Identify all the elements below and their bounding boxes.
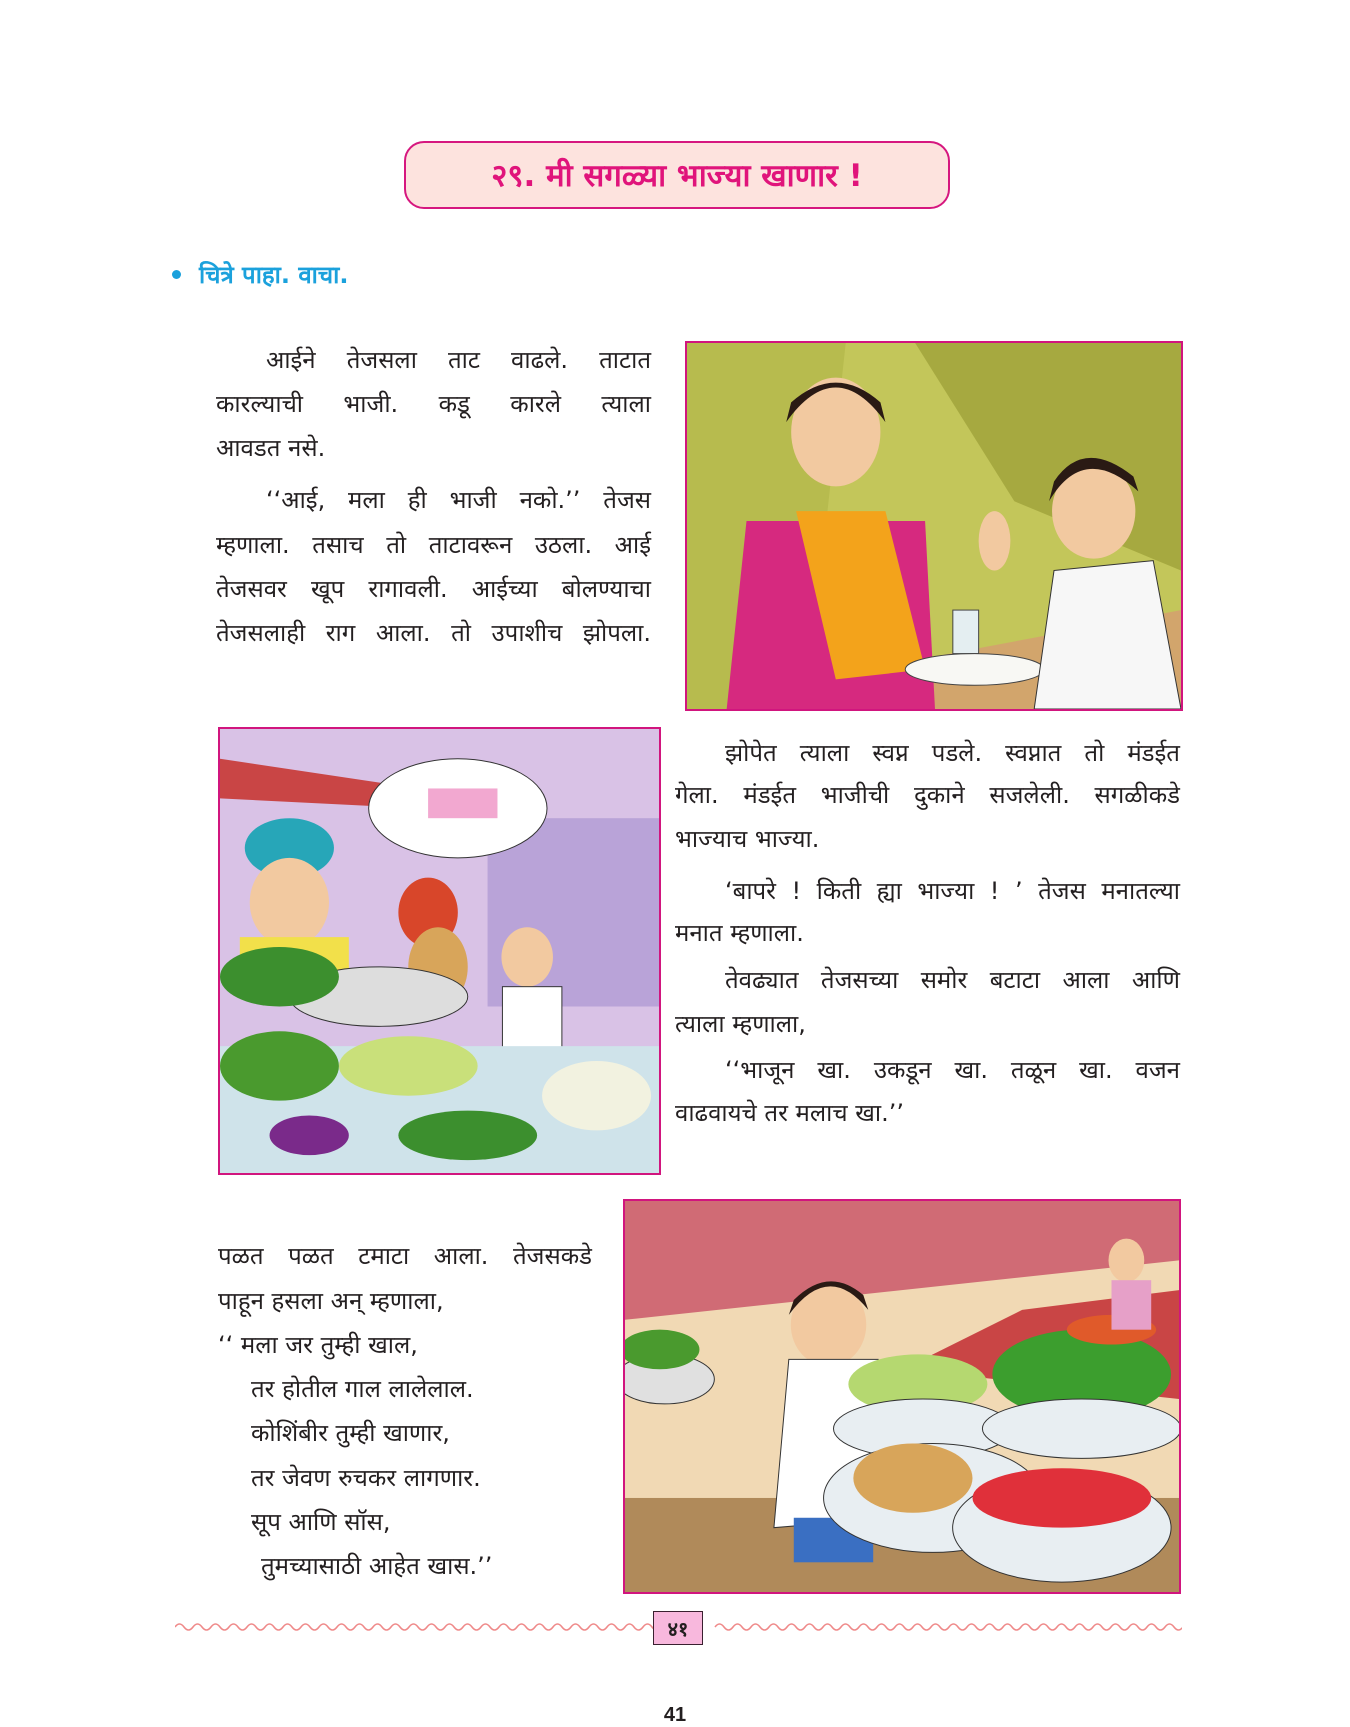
instruction xyxy=(172,258,348,291)
text-line: कोशिंबीर तुम्ही खाणार, xyxy=(251,1419,450,1447)
text-line: तेजसलाही राग आला. तो उपाशीच झोपला. xyxy=(216,619,651,647)
text-line: म्हणाला. तसाच तो ताटावरून उठला. आई xyxy=(216,531,651,559)
text-line: आवडत नसे. xyxy=(216,434,326,462)
illustration-mother-and-tejas xyxy=(685,341,1183,711)
text-line: तर जेवण रुचकर लागणार. xyxy=(251,1464,481,1492)
bullet-icon xyxy=(172,270,181,279)
text-line: तेवढ्यात तेजसच्या समोर बटाटा आला आणि xyxy=(725,966,1180,994)
text-line: तेजसवर खूप रागावली. आईच्या बोलण्याचा xyxy=(216,575,651,603)
illustration-tejas-at-stall xyxy=(623,1199,1181,1594)
text-line: भाज्याच भाज्या. xyxy=(675,825,820,853)
text-line: आईने तेजसला ताट वाढले. ताटात xyxy=(266,346,651,374)
illustration-market-dream xyxy=(218,727,661,1175)
text-line: झोपेत त्याला स्वप्न पडले. स्वप्नात तो मंडईत xyxy=(725,739,1180,767)
text-line: तर होतील गाल लालेलाल. xyxy=(251,1375,474,1403)
lesson-title: २९. मी सगळ्या भाज्या खाणार ! xyxy=(491,158,863,194)
page-number: 41 xyxy=(663,1704,687,1726)
text-line: गेला. मंडईत भाजीची दुकाने सजलेली. सगळीकडे xyxy=(675,781,1180,809)
lesson-title-box xyxy=(404,141,950,209)
text-line: त्याला म्हणाला, xyxy=(675,1010,806,1038)
text-line: पाहून हसला अन् म्हणाला, xyxy=(218,1287,444,1315)
text-line: कारल्याची भाजी. कडू कारले त्याला xyxy=(216,390,651,418)
text-line: पळत पळत टमाटा आला. तेजसकडे xyxy=(218,1242,592,1270)
page-number-marathi: ४१ xyxy=(667,1616,689,1641)
text-line: ‘बापरे ! किती ह्या भाज्या ! ’ तेजस मनातल्या xyxy=(725,877,1180,905)
text-line: ‘‘भाजून खा. उकडून खा. तळून खा. वजन xyxy=(725,1056,1180,1084)
page-number-box xyxy=(653,1611,703,1645)
text-line: ‘‘आई, मला ही भाजी नको.’’ तेजस xyxy=(266,486,651,514)
text-line: वाढवायचे तर मलाच खा.’’ xyxy=(675,1099,904,1127)
text-line: तुमच्यासाठी आहेत खास.’’ xyxy=(261,1552,493,1580)
instruction-text: चित्रे पाहा. वाचा. xyxy=(199,261,349,289)
text-line: ‘‘ मला जर तुम्ही खाल, xyxy=(218,1331,418,1359)
text-line: सूप आणि सॉस, xyxy=(251,1508,391,1536)
text-line: मनात म्हणाला. xyxy=(675,919,804,947)
